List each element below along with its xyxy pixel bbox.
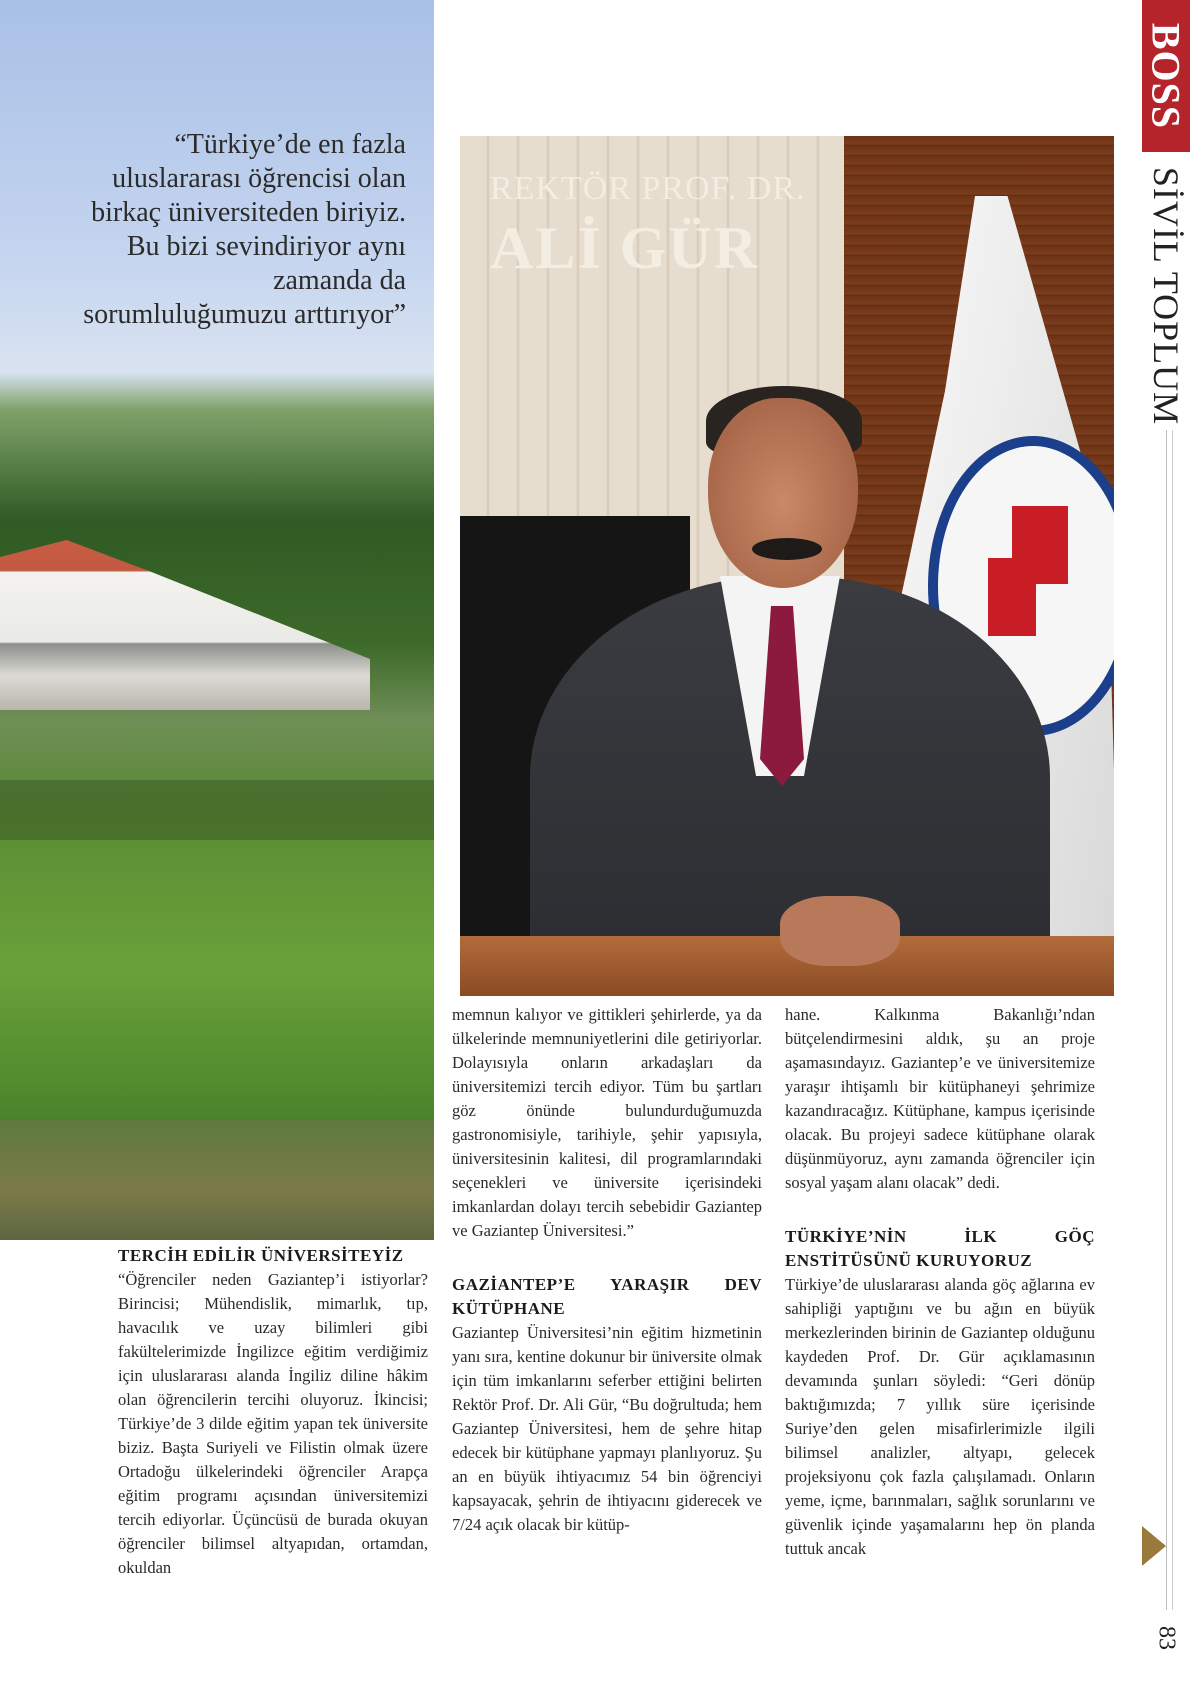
sidebar-rule (1166, 430, 1167, 1610)
page-arrow-icon (1142, 1526, 1166, 1566)
campus-photo (0, 0, 434, 1240)
section-heading-library: GAZİANTEP’E YARAŞIR DEV KÜTÜPHANE (452, 1275, 762, 1318)
page-number: 83 (1153, 1626, 1180, 1650)
brand-label: BOSS (1143, 22, 1189, 130)
campus-hedge (0, 1120, 434, 1240)
article-paragraph: Türkiye’de uluslararası alanda göç ağlarına ev sahipliği yaptığını ve bu ağın en büyük merkezlerinden birinin de Gaziantep olduğunu kaydeden Prof. Dr. Gür açıklamasının devamında şunları söyledi: “Geri dönüp baktığımızda; 7 yıllık süre içerisinde Suriye’den gelen misafirlerimizle ilgili bilimsel analizler, altyapı, gelecek projeksiyonu çok fazla çalışılamadı. Onların yeme, içme, barınmaları, sağlık sorunlarını ve güvenlik içinde yaşamalarını hep ön planda tuttuk ancak (785, 1275, 1095, 1558)
article-paragraph: “Öğrenciler neden Gaziantep’i istiyorlar? Birincisi; Mühendislik, mimarlık, tıp, havacılık ve uzay bilimleri gibi fakültelerimizde İngilizce eğitim verdiğimiz için uluslararası alanda İngiliz diline hâkim olan öğrencilerin tercihi oluyoruz. İkincisi; Türkiye’de 3 dilde eğitim yapan tek üniversite biziz. Başta Suriyeli ve Filistin olmak üzere Ortadoğu ülkelerindeki öğrenciler Arapça eğitim programı açısından üniversitemizi tercih ediyorlar. Üçüncüsü de burada okuyan öğrenciler bilimsel altyapıdan, ortamdan, okuldan (118, 1270, 428, 1577)
article-column-3 (785, 1003, 1095, 1561)
rector-moustache (752, 538, 822, 560)
rector-hand (780, 896, 900, 966)
article-column-1 (118, 1244, 428, 1580)
rector-title-block (490, 170, 806, 283)
article-paragraph: Gaziantep Üniversitesi’nin eğitim hizmetinin yanı sıra, kentine dokunur bir üniversite olmak için tüm imkanlarını seferber ettiğini belirten Rektör Prof. Dr. Ali Gür, “Bu doğrultuda; hem Gaziantep Üniversitesi, hem de şehre hitap edecek bir kütüphane yapmayı planlıyoruz. Şu an en büyük ihtiyacımız 54 bin öğrenciyi kapsayacak, şehrin de ihtiyacını giderecek ve 7/24 açık olacak bir kütüp- (452, 1323, 762, 1534)
section-label: SİVİL TOPLUM (1146, 166, 1186, 426)
sidebar-rule-secondary (1172, 430, 1173, 1610)
rector-name: ALİ GÜR (490, 215, 760, 281)
article-paragraph: memnun kalıyor ve gittikleri şehirlerde, ya da ülkelerinde memnuniyetlerini dile getiriyorlar. Dolayısıyla onların arkadaşları da üniversitemizi tercih ediyor. Tüm bu şartları göz önünde bulundurduğumuzda gastronomisiyle, tarihiyle, şehir yapısıyla, üniversitesinin kalitesi, dil programlarındaki seçenekleri ve üniversite içerisindeki imkanlardan dolayı tercih sebebidir Gaziantep ve Gaziantep Üniversitesi.” (452, 1005, 762, 1240)
article-column-2 (452, 1003, 762, 1537)
pull-quote: “Türkiye’de en fazla uluslararası öğrencisi olan birkaç üniversiteden biriyiz. Bu bizi sevindiriyor aynı zamanda da sorumluluğumuzu arttırıyor” (83, 129, 406, 330)
article-paragraph: hane. Kalkınma Bakanlığı’ndan bütçelendirmesini aldık, şu an proje aşamasındayız. Gaziantep’e ve üniversitemize yaraşır ihtişamlı bir kütüphaneyi şehrimize kazandıracağız. Kütüphane, kampus içerisinde olacak. Bu projeyi sadece kütüphane olarak düşünmüyoruz, aynı zamanda öğrenciler için sosyal yaşam alanı olacak” dedi. (785, 1005, 1095, 1192)
section-heading-migration-institute: TÜRKİYE’NİN İLK GÖÇ ENSTİTÜSÜNÜ KURUYORUZ (785, 1227, 1095, 1270)
rector-title: REKTÖR PROF. DR. (490, 170, 806, 207)
campus-building (0, 540, 370, 710)
campus-shadow (0, 780, 434, 840)
section-heading-preferred-university: TERCİH EDİLİR ÜNİVERSİTEYİZ (118, 1246, 404, 1265)
